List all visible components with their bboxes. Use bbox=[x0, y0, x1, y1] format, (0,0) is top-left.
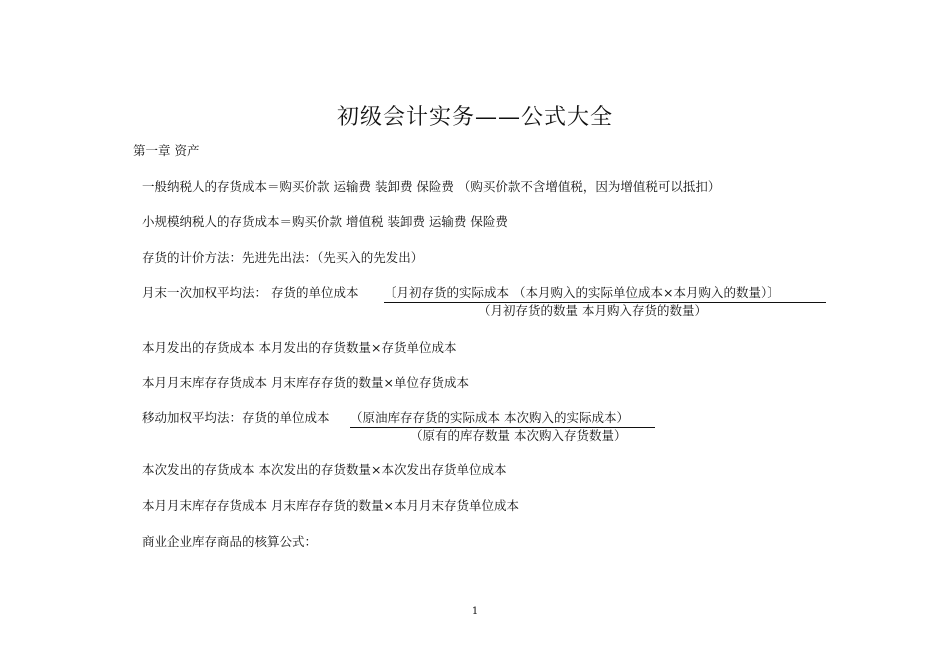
monthly-issued-cost-line: 本月发出的存货成本 本月发出的存货数量×存货单位成本 bbox=[142, 340, 457, 355]
page-number: 1 bbox=[471, 606, 479, 617]
commercial-formula-line: 商业企业库存商品的核算公式： bbox=[142, 534, 318, 549]
chapter-heading: 第一章 资产 bbox=[133, 143, 200, 158]
general-taxpayer-line: 一般纳税人的存货成本＝购买价款 运输费 装卸费 保险费 （购买价款不含增值税，因为增值税可以抵扣） bbox=[142, 179, 721, 194]
moving-weighted-numerator: （原油库存存货的实际成本 本次购入的实际成本） bbox=[350, 408, 655, 428]
moving-weighted-label: 移动加权平均法：存货的单位成本 bbox=[142, 410, 330, 425]
document-title: 初级会计实务——公式大全 bbox=[336, 105, 613, 130]
month-end-stock-cost-line: 本月月末库存存货成本 月末库存存货的数量×本月月末存货单位成本 bbox=[142, 498, 519, 513]
monthly-weighted-denominator: （月初存货的数量 本月购入存货的数量） bbox=[478, 303, 707, 318]
monthly-weighted-label: 月末一次加权平均法： 存货的单位成本 bbox=[142, 285, 359, 300]
moving-weighted-denominator: （原有的库存数量 本次购入存货数量） bbox=[410, 428, 627, 443]
valuation-method-line: 存货的计价方法：先进先出法：（先买入的先发出） bbox=[142, 250, 424, 265]
small-taxpayer-line: 小规模纳税人的存货成本＝购买价款 增值税 装卸费 运输费 保险费 bbox=[142, 214, 508, 229]
monthly-end-cost-line: 本月月末库存存货成本 月末库存存货的数量×单位存货成本 bbox=[142, 375, 469, 390]
this-issued-cost-line: 本次发出的存货成本 本次发出的存货数量×本次发出存货单位成本 bbox=[142, 462, 507, 477]
monthly-weighted-numerator: 〔月初存货的实际成本 （本月购入的实际单位成本×本月购入的数量）〕 bbox=[384, 283, 826, 303]
